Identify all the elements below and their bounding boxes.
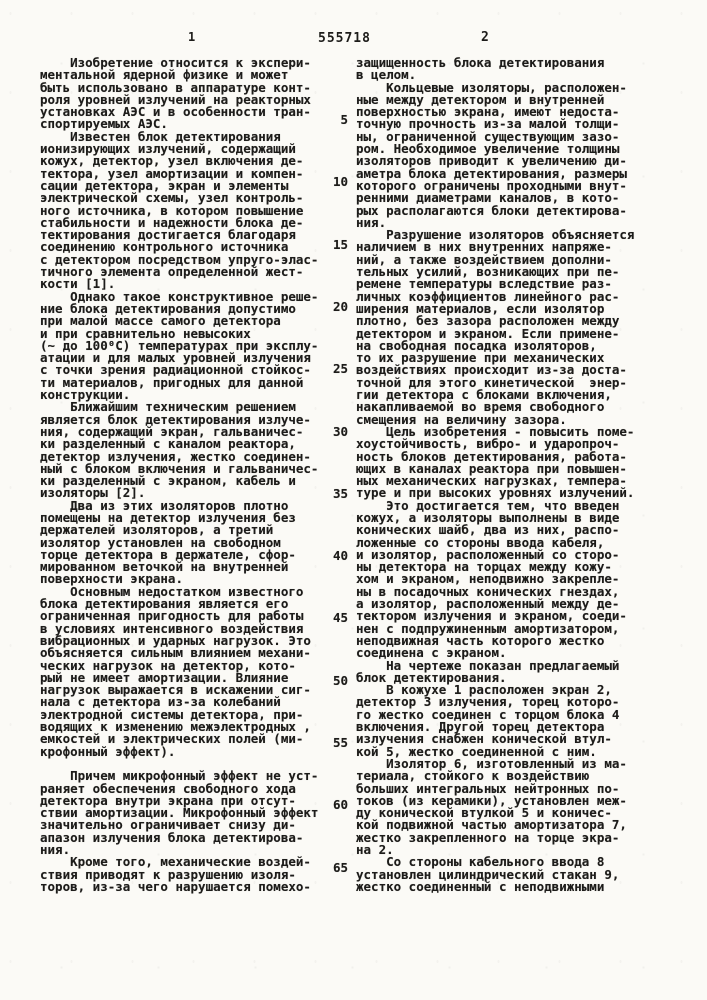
text-line: конических шайб, два из них, распо- <box>356 522 620 538</box>
text-line: тельных усилий, возникающих при пе- <box>356 264 620 280</box>
text-line: поверхности экрана. <box>40 571 183 587</box>
text-line: токов (из керамики), установлен меж- <box>356 792 627 808</box>
gutter-line-number: 60 <box>332 797 348 813</box>
text-line: изолятор установлен на свободном <box>40 534 281 550</box>
text-line: хом и экраном, неподвижно закрепле- <box>356 571 620 587</box>
text-line: держателей изоляторов, а третий <box>40 522 274 538</box>
text-line: кой 5, жестко соединенной с ним. <box>356 743 597 759</box>
text-line: кожух, а изоляторы выполнены в виде <box>356 509 620 525</box>
text-line: Цель изобретения - повысить поме- <box>356 423 635 439</box>
text-line: емкостей и электрических полей (ми- <box>40 731 304 747</box>
text-line: ного источника, в котором повышение <box>40 202 304 218</box>
gutter-line-number: 20 <box>332 298 348 314</box>
text-line: а изолятор, расположенный между де- <box>356 596 620 612</box>
text-line: жестко соединенный с неподвижными <box>356 878 605 894</box>
text-line: атации и для малых уровней излучения <box>40 350 311 366</box>
text-line: туре и при высоких уровнях излучений. <box>356 485 635 501</box>
text-line: тичного элемента определенной жест- <box>40 264 304 280</box>
text-line: защищенность блока детектирования <box>356 55 605 70</box>
text-line: конструкции. <box>40 387 131 403</box>
left-column <box>40 57 340 893</box>
text-line: На чертеже показан предлагаемый <box>356 657 620 673</box>
text-line: ренними диаметрами каналов, в кото- <box>356 190 620 206</box>
text-line: электрической схемы, узел контроль- <box>40 190 304 206</box>
gutter-line-number: 65 <box>332 859 348 875</box>
text-line: является блок детектирования излуче- <box>40 411 311 427</box>
text-line: изоляторы [2]. <box>40 485 146 501</box>
text-line: точную прочность из-за малой толщи- <box>356 116 620 132</box>
text-line: кости [1]. <box>40 276 116 292</box>
text-line: ний, а также воздействием дополни- <box>356 251 612 267</box>
text-line: Известен блок детектирования <box>40 128 281 144</box>
text-line: ки разделенный с каналом реактора, <box>40 436 296 452</box>
text-line: кой подвижной частью амортизатора 7, <box>356 817 627 833</box>
text-line: ром. Необходимое увеличение толщины <box>356 141 620 157</box>
text-line: ны, ограниченной существующим зазо- <box>356 128 620 144</box>
gutter-line-number: 55 <box>332 735 348 750</box>
text-line: блока детектирования является его <box>40 596 289 612</box>
gutter-line-number: 15 <box>332 236 348 252</box>
text-line: Это достигается тем, что введен <box>356 497 620 513</box>
text-line: ширения материалов, если изолятор <box>356 300 605 316</box>
text-line: в целом. <box>356 67 417 83</box>
text-line: при малой массе самого детектора <box>40 313 281 329</box>
text-line: поверхностью экрана, имеют недоста- <box>356 104 620 120</box>
text-line: ны детектора на торцах между кожу- <box>356 559 612 575</box>
text-line: тектирования достигается благодаря <box>40 227 296 243</box>
text-line: установлен цилиндрический стакан 9, <box>356 866 620 882</box>
gutter-line-number: 30 <box>332 423 348 439</box>
text-line: роля уровней излучений на реакторных <box>40 91 311 107</box>
text-line: и изолятор, расположенный со сторо- <box>356 546 620 562</box>
text-line: аметра блока детектирования, размеры <box>356 165 627 181</box>
text-line: ющих в каналах реактора при повышен- <box>356 460 627 476</box>
text-line: нала с детектора из-за колебаний <box>40 694 281 710</box>
text-line: ствии амортизации. Микрофонный эффект <box>40 805 319 821</box>
text-line: кожух, детектор, узел включения де- <box>40 153 304 169</box>
text-line: гии детектора с блоками включения, <box>356 387 612 403</box>
patent-number: 555718 <box>318 31 371 46</box>
text-line: тектором излучения и экраном, соеди- <box>356 608 627 624</box>
text-line: Кольцевые изоляторы, расположен- <box>356 79 627 95</box>
right-column <box>356 57 691 893</box>
text-line: апазон излучения блока детектирова- <box>40 829 304 845</box>
text-line: вибрационных и ударных нагрузок. Это <box>40 632 311 648</box>
gutter-line-number: 10 <box>332 174 348 190</box>
text-line: Ближайшим техническим решением <box>40 399 296 415</box>
text-line: ограниченная пригодность для работы <box>40 608 304 624</box>
text-line: Кроме того, механические воздей- <box>40 854 311 870</box>
column-1-page-marker: 1 <box>188 30 196 44</box>
text-line: ментальной ядерной физике и может <box>40 67 289 83</box>
text-line: териала, стойкого к воздействию <box>356 768 590 784</box>
text-line: блок детектирования. <box>356 669 507 685</box>
text-line: рый не имеет амортизации. Влияние <box>40 669 289 685</box>
text-line: с точки зрения радиационной стойкос- <box>40 362 311 378</box>
text-line: ный с блоком включения и гальваничес- <box>40 460 319 476</box>
text-line: точной для этого кинетической энер- <box>356 374 627 390</box>
gutter-line-number: 35 <box>332 485 348 501</box>
text-line: ность блоков детектирования, работа- <box>356 448 627 464</box>
text-line: ния, содержащий экран, гальваничес- <box>40 423 304 439</box>
text-line: стабильности и надежности блока де- <box>40 214 304 230</box>
text-line: наличием в них внутренних напряже- <box>356 239 612 255</box>
text-line: детектор 3 излучения, торец которо- <box>356 694 620 710</box>
text-line: с детектором посредством упруго-элас- <box>40 251 319 267</box>
text-line: сации детектора, экран и элементы <box>40 177 289 193</box>
text-line: ных механических нагрузках, темпера- <box>356 473 627 489</box>
text-line: быть использовано в аппаратуре конт- <box>40 79 311 95</box>
text-line: личных коэффициентов линейного рас- <box>356 288 620 304</box>
text-line: рых располагаются блоки детектирова- <box>356 202 627 218</box>
text-line: неподвижная часть которого жестко <box>356 632 605 648</box>
gutter-line-number: 50 <box>332 672 348 688</box>
text-line: детектор излучения, жестко соединен- <box>40 448 311 464</box>
text-line: Со стороны кабельного ввода 8 <box>356 854 605 870</box>
text-line: установках АЭС и в особенности тран- <box>40 104 311 120</box>
text-line: раняет обеспечения свободного хода <box>40 780 296 796</box>
text-line: изоляторов приводит к увеличению ди- <box>356 153 627 169</box>
text-line: плотно, без зазора расположен между <box>356 313 620 329</box>
text-line: в условиях интенсивного воздействия <box>40 620 304 636</box>
text-line: электродной системы детектора, при- <box>40 706 304 722</box>
text-line: Изобретение относится к экспери- <box>40 55 311 70</box>
text-line: торов, из-за чего нарушается помехо- <box>40 878 311 894</box>
text-line: соединению контрольного источника <box>40 239 289 255</box>
text-line: Однако такое конструктивное реше- <box>40 288 319 304</box>
text-line: детектора внутри экрана при отсут- <box>40 792 296 808</box>
text-line: которого ограничены проходными внут- <box>356 177 627 193</box>
text-line: ны в посадочных конических гнездах, <box>356 583 620 599</box>
line-number-gutter <box>322 0 348 1000</box>
gutter-line-number: 25 <box>332 361 348 377</box>
text-line: (~ до 100⁰С) температурах при эксплу- <box>40 337 319 353</box>
text-line: мированном веточкой на внутренней <box>40 559 289 575</box>
text-line: ти материалов, пригодных для данной <box>40 374 304 390</box>
text-line: тектора, узел амортизации и компен- <box>40 165 304 181</box>
text-line: детектором и экраном. Если примене- <box>356 325 620 341</box>
text-line: накапливаемой во время свободного <box>356 399 605 415</box>
text-line: нагрузок выражается в искажении сиг- <box>40 682 311 698</box>
text-line: ложенные со стороны ввода кабеля, <box>356 534 605 550</box>
text-line: ремене температуры вследствие раз- <box>356 276 612 292</box>
column-2-page-marker: 2 <box>481 30 490 45</box>
text-line: Два из этих изоляторов плотно <box>40 497 289 513</box>
text-line: на свободная посадка изоляторов, <box>356 337 597 353</box>
text-line: помещены на детектор излучения без <box>40 509 296 525</box>
text-line: В кожухе 1 расположен экран 2, <box>356 682 612 698</box>
gutter-line-number: 40 <box>332 548 348 564</box>
text-line: на 2. <box>356 842 394 857</box>
text-line: Основным недостатком известного <box>40 583 304 599</box>
text-line: Разрушение изоляторов объясняется <box>356 227 635 243</box>
text-line: ния. <box>356 214 387 230</box>
gutter-line-number: 45 <box>332 610 348 626</box>
text-line: го жестко соединен с торцом блока 4 <box>356 706 620 722</box>
text-line: водящих к изменению межэлектродных , <box>40 719 311 735</box>
text-line: ствия приводят к разрушению изоля- <box>40 866 296 882</box>
text-line: воздействиях происходит из-за доста- <box>356 362 627 378</box>
text-line: ные между детектором и внутренней <box>356 91 605 107</box>
text-line: Изолятор 6, изготовленный из ма- <box>356 755 627 771</box>
text-line: ния. <box>40 842 71 857</box>
text-line: ду конической втулкой 5 и коничес- <box>356 805 612 821</box>
text-line: значительно ограничивает снизу ди- <box>40 817 296 833</box>
text-line: то их разрушение при механических <box>356 350 605 366</box>
text-line: хоустойчивость, вибро- и ударопроч- <box>356 436 620 452</box>
text-line: ки разделенный с экраном, кабель и <box>40 473 296 489</box>
text-line: объясняется сильным влиянием механи- <box>40 645 311 661</box>
text-line: торце детектора в держателе, сфор- <box>40 546 296 562</box>
text-line: больших интегральных нейтронных по- <box>356 780 620 796</box>
text-line: жестко закрепленного на торце экра- <box>356 829 620 845</box>
gutter-line-number: 5 <box>340 112 348 127</box>
text-line: крофонный эффект). <box>40 743 176 759</box>
text-line: и при сравнительно невысоких <box>40 325 251 341</box>
text-line: смещения на величину зазора. <box>356 411 567 427</box>
text-line: Причем микрофонный эффект не уст- <box>40 768 319 784</box>
text-line: соединена с экраном. <box>356 645 507 661</box>
text-line: включения. Другой торец детектора <box>356 719 605 735</box>
text-line: ческих нагрузок на детектор, кото- <box>40 657 296 673</box>
text-line: спортируемых АЭС. <box>40 116 168 132</box>
text-line: ионизирующих излучений, содержащий <box>40 141 296 157</box>
text-line: излучения снабжен конической втул- <box>356 731 612 747</box>
text-line: ние блока детектирования допустимо <box>40 300 296 316</box>
text-line: нен с подпружиненным амортизатором, <box>356 620 620 636</box>
